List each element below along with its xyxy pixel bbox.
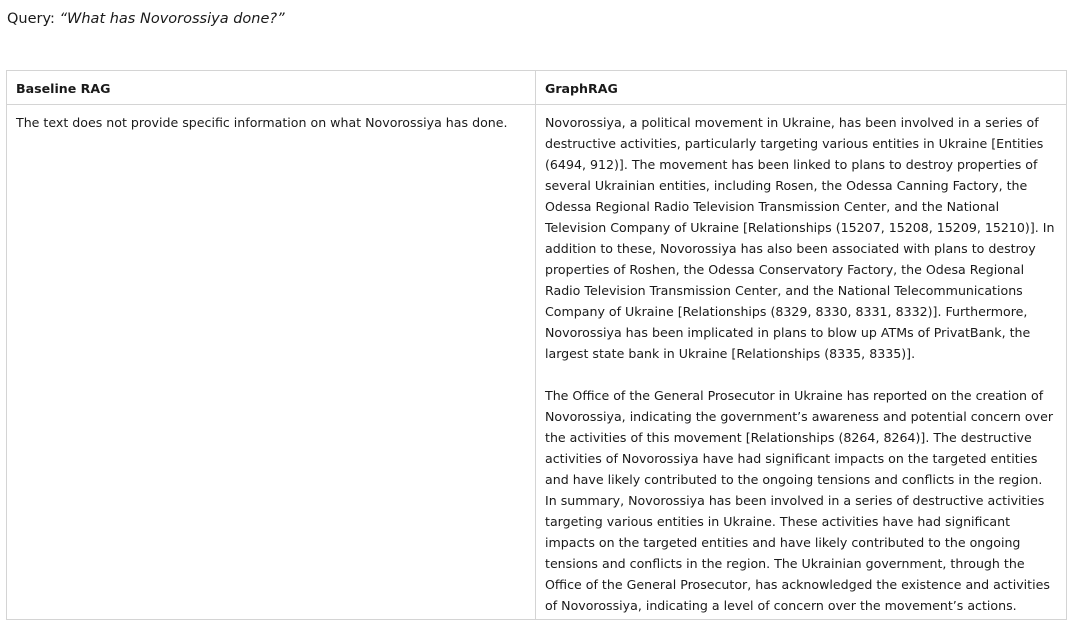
query-text: “What has Novorossiya done?” bbox=[59, 11, 285, 27]
graphrag-paragraph-2: The Office of the General Prosecutor in Ukraine has reported on the creation of Novorossiya, indicating the government’s awareness and potential concern over the activities of this movement [Relationships (8264, 8264)]. The destructive activities of Novorossiya have had significant impacts on the targeted entities and have likely contributed to the ongoing tensions and conflicts in the region. bbox=[545, 388, 1053, 487]
comparison-table bbox=[6, 70, 1067, 620]
graphrag-paragraph-1: Novorossiya, a political movement in Ukraine, has been involved in a series of destructive activities, particularly targeting various entities in Ukraine [Entities (6494, 912)]. The movement has been linked to plans to destroy properties of several Ukrainian entities, including Rosen, the Odessa Canning Factory, the Odessa Regional Radio Television Transmission Center, and the National Television Company of Ukraine [Relationships (15207, 15208, 15209, 15210)]. In addition to these, Novorossiya has also been associated with plans to destroy properties of Roshen, the Odessa Conservatory Factory, the Odesa Regional Radio Television Transmission Center, and the National Telecommunications Company of Ukraine [Relationships (8329, 8330, 8331, 8332)]. Furthermore, Novorossiya has been implicated in plans to blow up ATMs of PrivatBank, the largest state bank in Ukraine [Relationships (8335, 8335)]. bbox=[545, 115, 1055, 361]
table-header-row bbox=[7, 71, 1067, 105]
query-label: Query: bbox=[7, 11, 60, 27]
header-graphrag: GraphRAG bbox=[536, 71, 1067, 105]
graphrag-paragraph-3: In summary, Novorossiya has been involved in a series of destructive activities targeting various entities in Ukraine. These activities have had significant impacts on the targeted entities and have likely contributed to the ongoing tensions and conflicts in the region. The Ukrainian government, through the Office of the General Prosecutor, has acknowledged the existence and activities of Novorossiya, indicating a level of concern over the movement’s actions. bbox=[545, 493, 1050, 613]
header-baseline-rag: Baseline RAG bbox=[7, 71, 536, 105]
baseline-answer-cell bbox=[7, 105, 536, 620]
graphrag-answer-cell bbox=[536, 105, 1067, 620]
table-row bbox=[7, 105, 1067, 620]
query-line bbox=[7, 9, 285, 29]
baseline-answer-text: The text does not provide specific information on what Novorossiya has done. bbox=[16, 115, 508, 130]
